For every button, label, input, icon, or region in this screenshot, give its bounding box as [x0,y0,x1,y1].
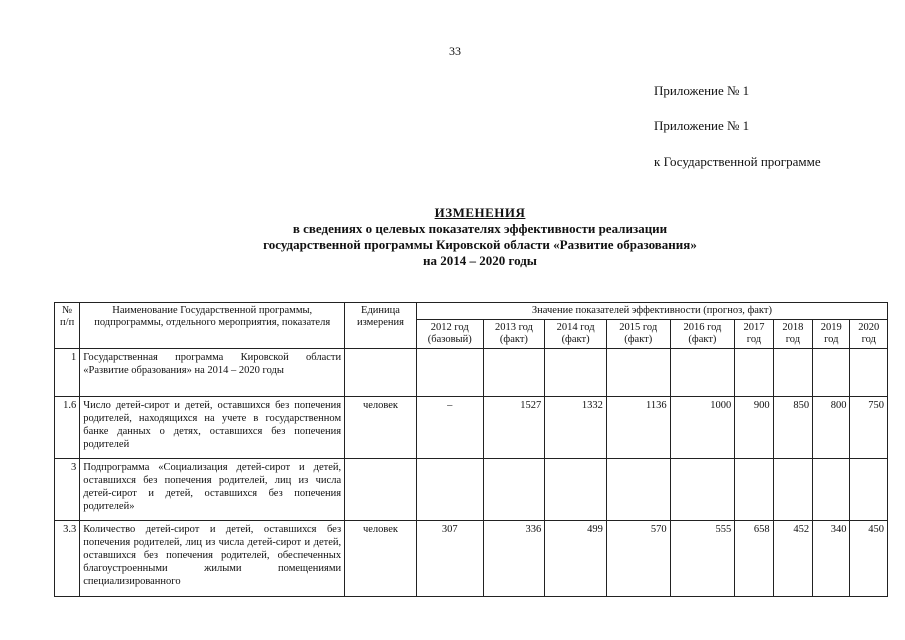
row-value [670,459,735,521]
table-row [55,459,888,521]
row-value: 570 [606,521,670,597]
row-name: Государственная программа Кировской области «Развитие образования» на 2014 – 2020 годы [80,349,345,397]
row-value: 1527 [483,397,545,459]
row-value: 900 [735,397,773,459]
row-value [545,459,607,521]
row-num: 3 [55,459,80,521]
row-value [416,459,483,521]
header-name: Наименование Государственной программы, подпрограммы, отдельного мероприятия, показателя [80,303,345,349]
row-value [670,349,735,397]
header-year: 2018 год [773,320,812,349]
row-value [813,349,850,397]
header-year: 2014 год (факт) [545,320,607,349]
row-name: Количество детей-сирот и детей, оставшихся без попечения родителей, лиц из числа детей-сирот и детей, оставшихся без попечения родителей, обеспеченных благоустроенными жилыми помещениями специализированного [80,521,345,597]
row-value: 452 [773,521,812,597]
row-num: 1 [55,349,80,397]
appendix-line-3: к Государственной программе [654,154,821,169]
row-value [416,349,483,397]
header-year: 2016 год (факт) [670,320,735,349]
row-value: 555 [670,521,735,597]
row-value: – [416,397,483,459]
row-value: 336 [483,521,545,597]
row-value: 1136 [606,397,670,459]
row-unit: человек [345,397,417,459]
table-row [55,349,888,397]
row-value [773,459,812,521]
row-name: Число детей-сирот и детей, оставшихся без попечения родителей, находящихся на учете в государственном банке данных о детях, оставшихся без попечения родителей [80,397,345,459]
row-value: 750 [850,397,888,459]
row-value: 800 [813,397,850,459]
title-line-3: государственной программы Кировской области «Развитие образования» [263,237,697,252]
row-value: 340 [813,521,850,597]
row-value: 450 [850,521,888,597]
header-year: 2019 год [813,320,850,349]
appendix-line-1: Приложение № 1 [654,83,750,98]
header-num: № п/п [55,303,80,349]
header-unit: Единица измерения [345,303,417,349]
row-value [483,349,545,397]
row-value [483,459,545,521]
header-year: 2020 год [850,320,888,349]
document-title [200,205,760,269]
header-year: 2017 год [735,320,773,349]
row-value [606,459,670,521]
row-value: 658 [735,521,773,597]
row-value [606,349,670,397]
row-unit [345,459,417,521]
appendix-line-2: Приложение № 1 [654,118,750,133]
page-number: 33 [449,44,461,58]
row-value: 850 [773,397,812,459]
table-row [55,521,888,597]
row-num: 1.6 [55,397,80,459]
title-heading: ИЗМЕНЕНИЯ [434,205,526,220]
indicators-table [54,302,888,597]
row-name: Подпрограмма «Социализация детей-сирот и детей, оставшихся без попечения родителей, лиц из числа детей-сирот и детей, оставшихся без попечения родителей» [80,459,345,521]
row-num: 3.3 [55,521,80,597]
row-value [813,459,850,521]
row-value [850,349,888,397]
row-value [850,459,888,521]
header-values-group: Значение показателей эффективности (прогноз, факт) [416,303,887,320]
header-year: 2013 год (факт) [483,320,545,349]
row-unit: человек [345,521,417,597]
row-value: 1332 [545,397,607,459]
row-value [735,459,773,521]
row-value: 307 [416,521,483,597]
header-year: 2015 год (факт) [606,320,670,349]
title-line-2: в сведениях о целевых показателях эффективности реализации [292,221,668,236]
row-value [735,349,773,397]
table-row [55,397,888,459]
row-unit [345,349,417,397]
header-year: 2012 год (базовый) [416,320,483,349]
row-value: 499 [545,521,607,597]
header-row-1 [55,303,888,320]
row-value: 1000 [670,397,735,459]
title-line-4: на 2014 – 2020 годы [423,253,537,268]
row-value [545,349,607,397]
row-value [773,349,812,397]
